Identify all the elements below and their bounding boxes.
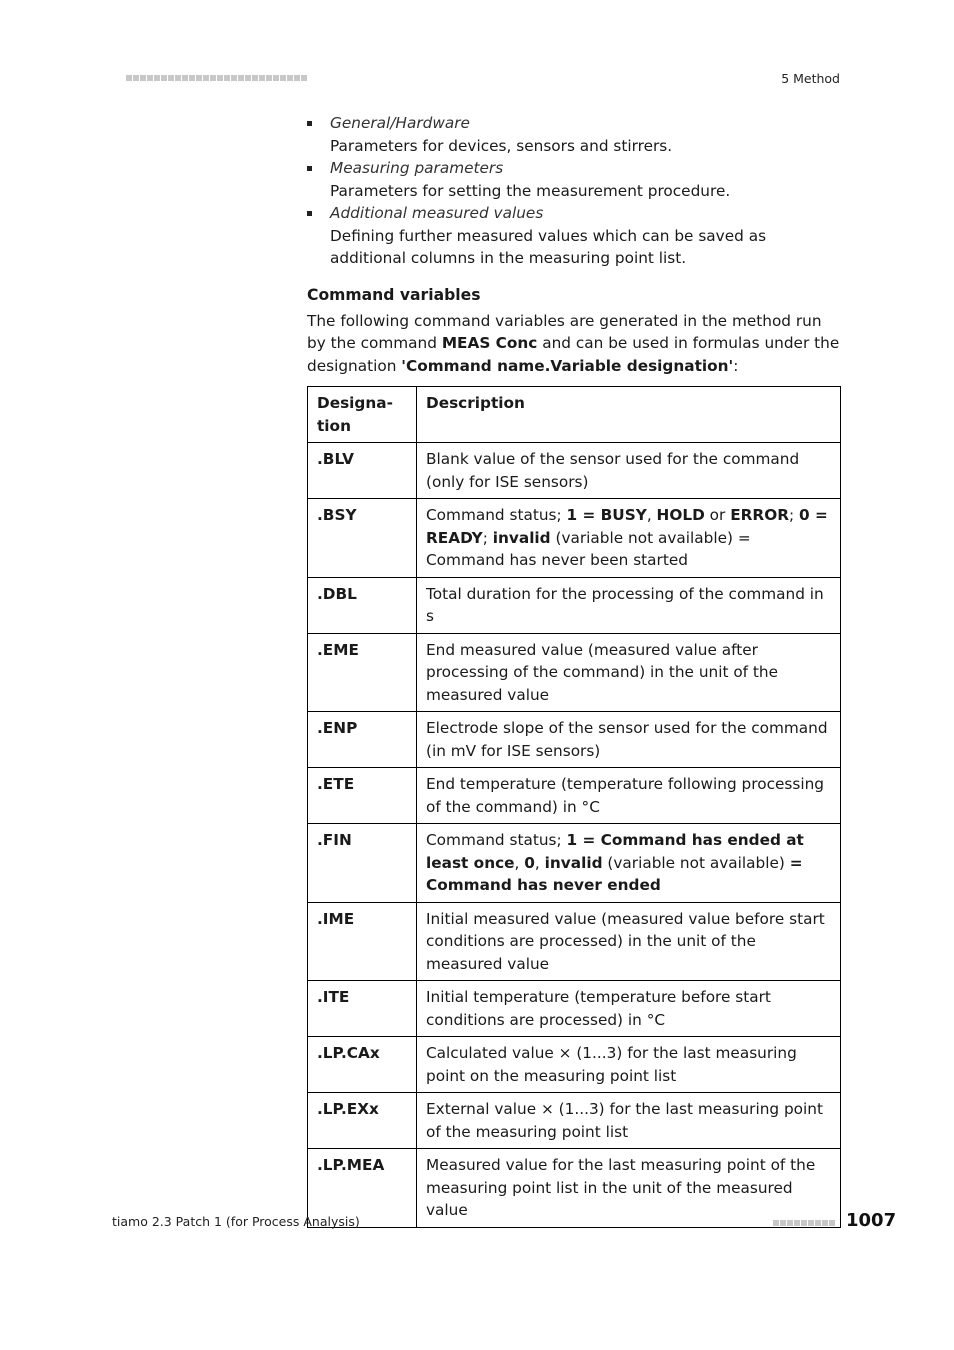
variable-name: .LP.EXx (308, 1093, 417, 1149)
decoration-square (280, 75, 286, 81)
list-item-description: Parameters for devices, sensors and stirrers. (330, 136, 673, 155)
description-emphasis: 1 = BUSY (566, 506, 647, 524)
variable-description (417, 902, 841, 981)
variable-description (417, 443, 841, 499)
footer-decoration (773, 1220, 835, 1226)
description-emphasis: HOLD (656, 506, 705, 524)
list-item (307, 157, 841, 202)
list-item-title: Additional measured values (330, 204, 544, 222)
header-decoration (126, 75, 307, 81)
command-variables-table (307, 386, 841, 1228)
decoration-square (189, 75, 195, 81)
bullet-icon (307, 166, 312, 171)
table-row (308, 824, 841, 903)
description-text: , (534, 853, 545, 872)
table-header-row (308, 387, 841, 443)
decoration-square (273, 75, 279, 81)
variable-description (417, 1149, 841, 1228)
table-row (308, 768, 841, 824)
variable-name: .ENP (308, 712, 417, 768)
decoration-square (252, 75, 258, 81)
variable-name: .LP.MEA (308, 1149, 417, 1228)
description-text: Command status; (426, 831, 567, 849)
table-row (308, 712, 841, 768)
variable-description (417, 981, 841, 1037)
parameter-list (307, 112, 841, 270)
intro-text: : (733, 356, 739, 375)
variable-name: .DBL (308, 577, 417, 633)
decoration-square (147, 75, 153, 81)
description-text: Calculated value × (1...3) for the last measuring point on the measuring point list (426, 1044, 797, 1085)
decoration-square (301, 75, 307, 81)
description-text: End measured value (measured value after processing of the command) in the unit of the measured value (426, 640, 779, 704)
section-heading: Command variables (307, 285, 481, 304)
decoration-square (182, 75, 188, 81)
description-text: Total duration for the processing of the command in s (426, 584, 824, 625)
description-emphasis: 0 = READY (426, 506, 828, 547)
variable-description (417, 577, 841, 633)
decoration-square (287, 75, 293, 81)
variable-name: .BSY (308, 499, 417, 578)
description-text: ; (788, 506, 800, 524)
decoration-square (808, 1220, 814, 1226)
description-text: , (514, 853, 525, 872)
decoration-square (126, 75, 132, 81)
variable-description (417, 768, 841, 824)
table-body (308, 443, 841, 1228)
description-text: Measured value for the last measuring point of the measuring point list in the unit of the measured value (426, 1156, 816, 1219)
description-text: Initial temperature (temperature before start conditions are processed) in °C (426, 988, 771, 1029)
decoration-square (266, 75, 272, 81)
description-emphasis: ERROR (730, 506, 789, 524)
main-content (307, 112, 841, 1228)
variable-description (417, 1093, 841, 1149)
description-text: Command status; (426, 506, 567, 524)
variable-description (417, 499, 841, 578)
list-item-description: Parameters for setting the measurement procedure. (330, 181, 731, 200)
description-emphasis: 1 = Command has ended at least once (426, 831, 804, 872)
variable-name: .IME (308, 902, 417, 981)
table-row (308, 1149, 841, 1228)
table-row (308, 902, 841, 981)
command-name: MEAS Conc (441, 334, 538, 352)
variable-name: .ITE (308, 981, 417, 1037)
description-text: Initial measured value (measured value before start conditions are processed) in the unit of the measured value (426, 909, 825, 973)
table-row (308, 981, 841, 1037)
description-text: (variable not available) (602, 853, 790, 872)
description-text: ; (482, 528, 493, 547)
table-row (308, 577, 841, 633)
variable-description (417, 1037, 841, 1093)
table-row (308, 1093, 841, 1149)
variable-name: .FIN (308, 824, 417, 903)
list-item (307, 202, 841, 270)
decoration-square (815, 1220, 821, 1226)
decoration-square (822, 1220, 828, 1226)
decoration-square (238, 75, 244, 81)
table-row (308, 1037, 841, 1093)
decoration-square (196, 75, 202, 81)
description-text: or (704, 506, 731, 524)
description-text: External value × (1...3) for the last measuring point of the measuring point list (426, 1100, 823, 1141)
description-emphasis: invalid (492, 528, 551, 547)
description-text: End temperature (temperature following processing of the command) in °C (426, 775, 824, 816)
variable-name: .BLV (308, 443, 417, 499)
decoration-square (794, 1220, 800, 1226)
bullet-icon (307, 121, 312, 126)
variable-description (417, 633, 841, 712)
decoration-square (154, 75, 160, 81)
variable-name: .ETE (308, 768, 417, 824)
decoration-square (161, 75, 167, 81)
designation-format: 'Command name.Variable designation' (401, 356, 734, 375)
decoration-square (175, 75, 181, 81)
decoration-square (203, 75, 209, 81)
decoration-square (245, 75, 251, 81)
description-text: Blank value of the sensor used for the command (only for ISE sensors) (426, 450, 800, 491)
variable-description (417, 824, 841, 903)
decoration-square (294, 75, 300, 81)
description-text: (variable not available) = Command has never been started (426, 528, 751, 569)
decoration-square (224, 75, 230, 81)
list-item (307, 112, 841, 157)
bullet-icon (307, 211, 312, 216)
list-item-title: Measuring parameters (330, 159, 504, 177)
page-number: 1007 (846, 1210, 897, 1231)
description-header: Description (417, 387, 841, 443)
list-item-title: General/Hardware (330, 114, 470, 132)
section-title: 5 Method (781, 71, 840, 86)
designation-header: Designa-tion (308, 387, 417, 443)
description-emphasis: 0 (524, 853, 535, 872)
intro-paragraph (307, 310, 841, 378)
table-row (308, 443, 841, 499)
description-emphasis: invalid (544, 853, 603, 872)
decoration-square (259, 75, 265, 81)
footer-product: tiamo 2.3 Patch 1 (for Process Analysis) (112, 1214, 360, 1229)
variable-name: .LP.CAx (308, 1037, 417, 1093)
variable-name: .EME (308, 633, 417, 712)
decoration-square (773, 1220, 779, 1226)
decoration-square (801, 1220, 807, 1226)
decoration-square (231, 75, 237, 81)
decoration-square (829, 1220, 835, 1226)
table-row (308, 499, 841, 578)
description-text: , (646, 506, 657, 524)
decoration-square (787, 1220, 793, 1226)
variable-description (417, 712, 841, 768)
list-item-description: Defining further measured values which can be saved as additional columns in the measuring point list. (330, 226, 767, 267)
table-row (308, 633, 841, 712)
decoration-square (210, 75, 216, 81)
decoration-square (168, 75, 174, 81)
description-text: Electrode slope of the sensor used for the command (in mV for ISE sensors) (426, 719, 828, 760)
intro-text: The following command variables are generated in the method run by the command (307, 311, 822, 352)
decoration-square (780, 1220, 786, 1226)
decoration-square (133, 75, 139, 81)
decoration-square (217, 75, 223, 81)
decoration-square (140, 75, 146, 81)
description-emphasis: = Command has never ended (426, 853, 803, 894)
intro-text: and can be used in formulas under the designation (307, 334, 840, 375)
